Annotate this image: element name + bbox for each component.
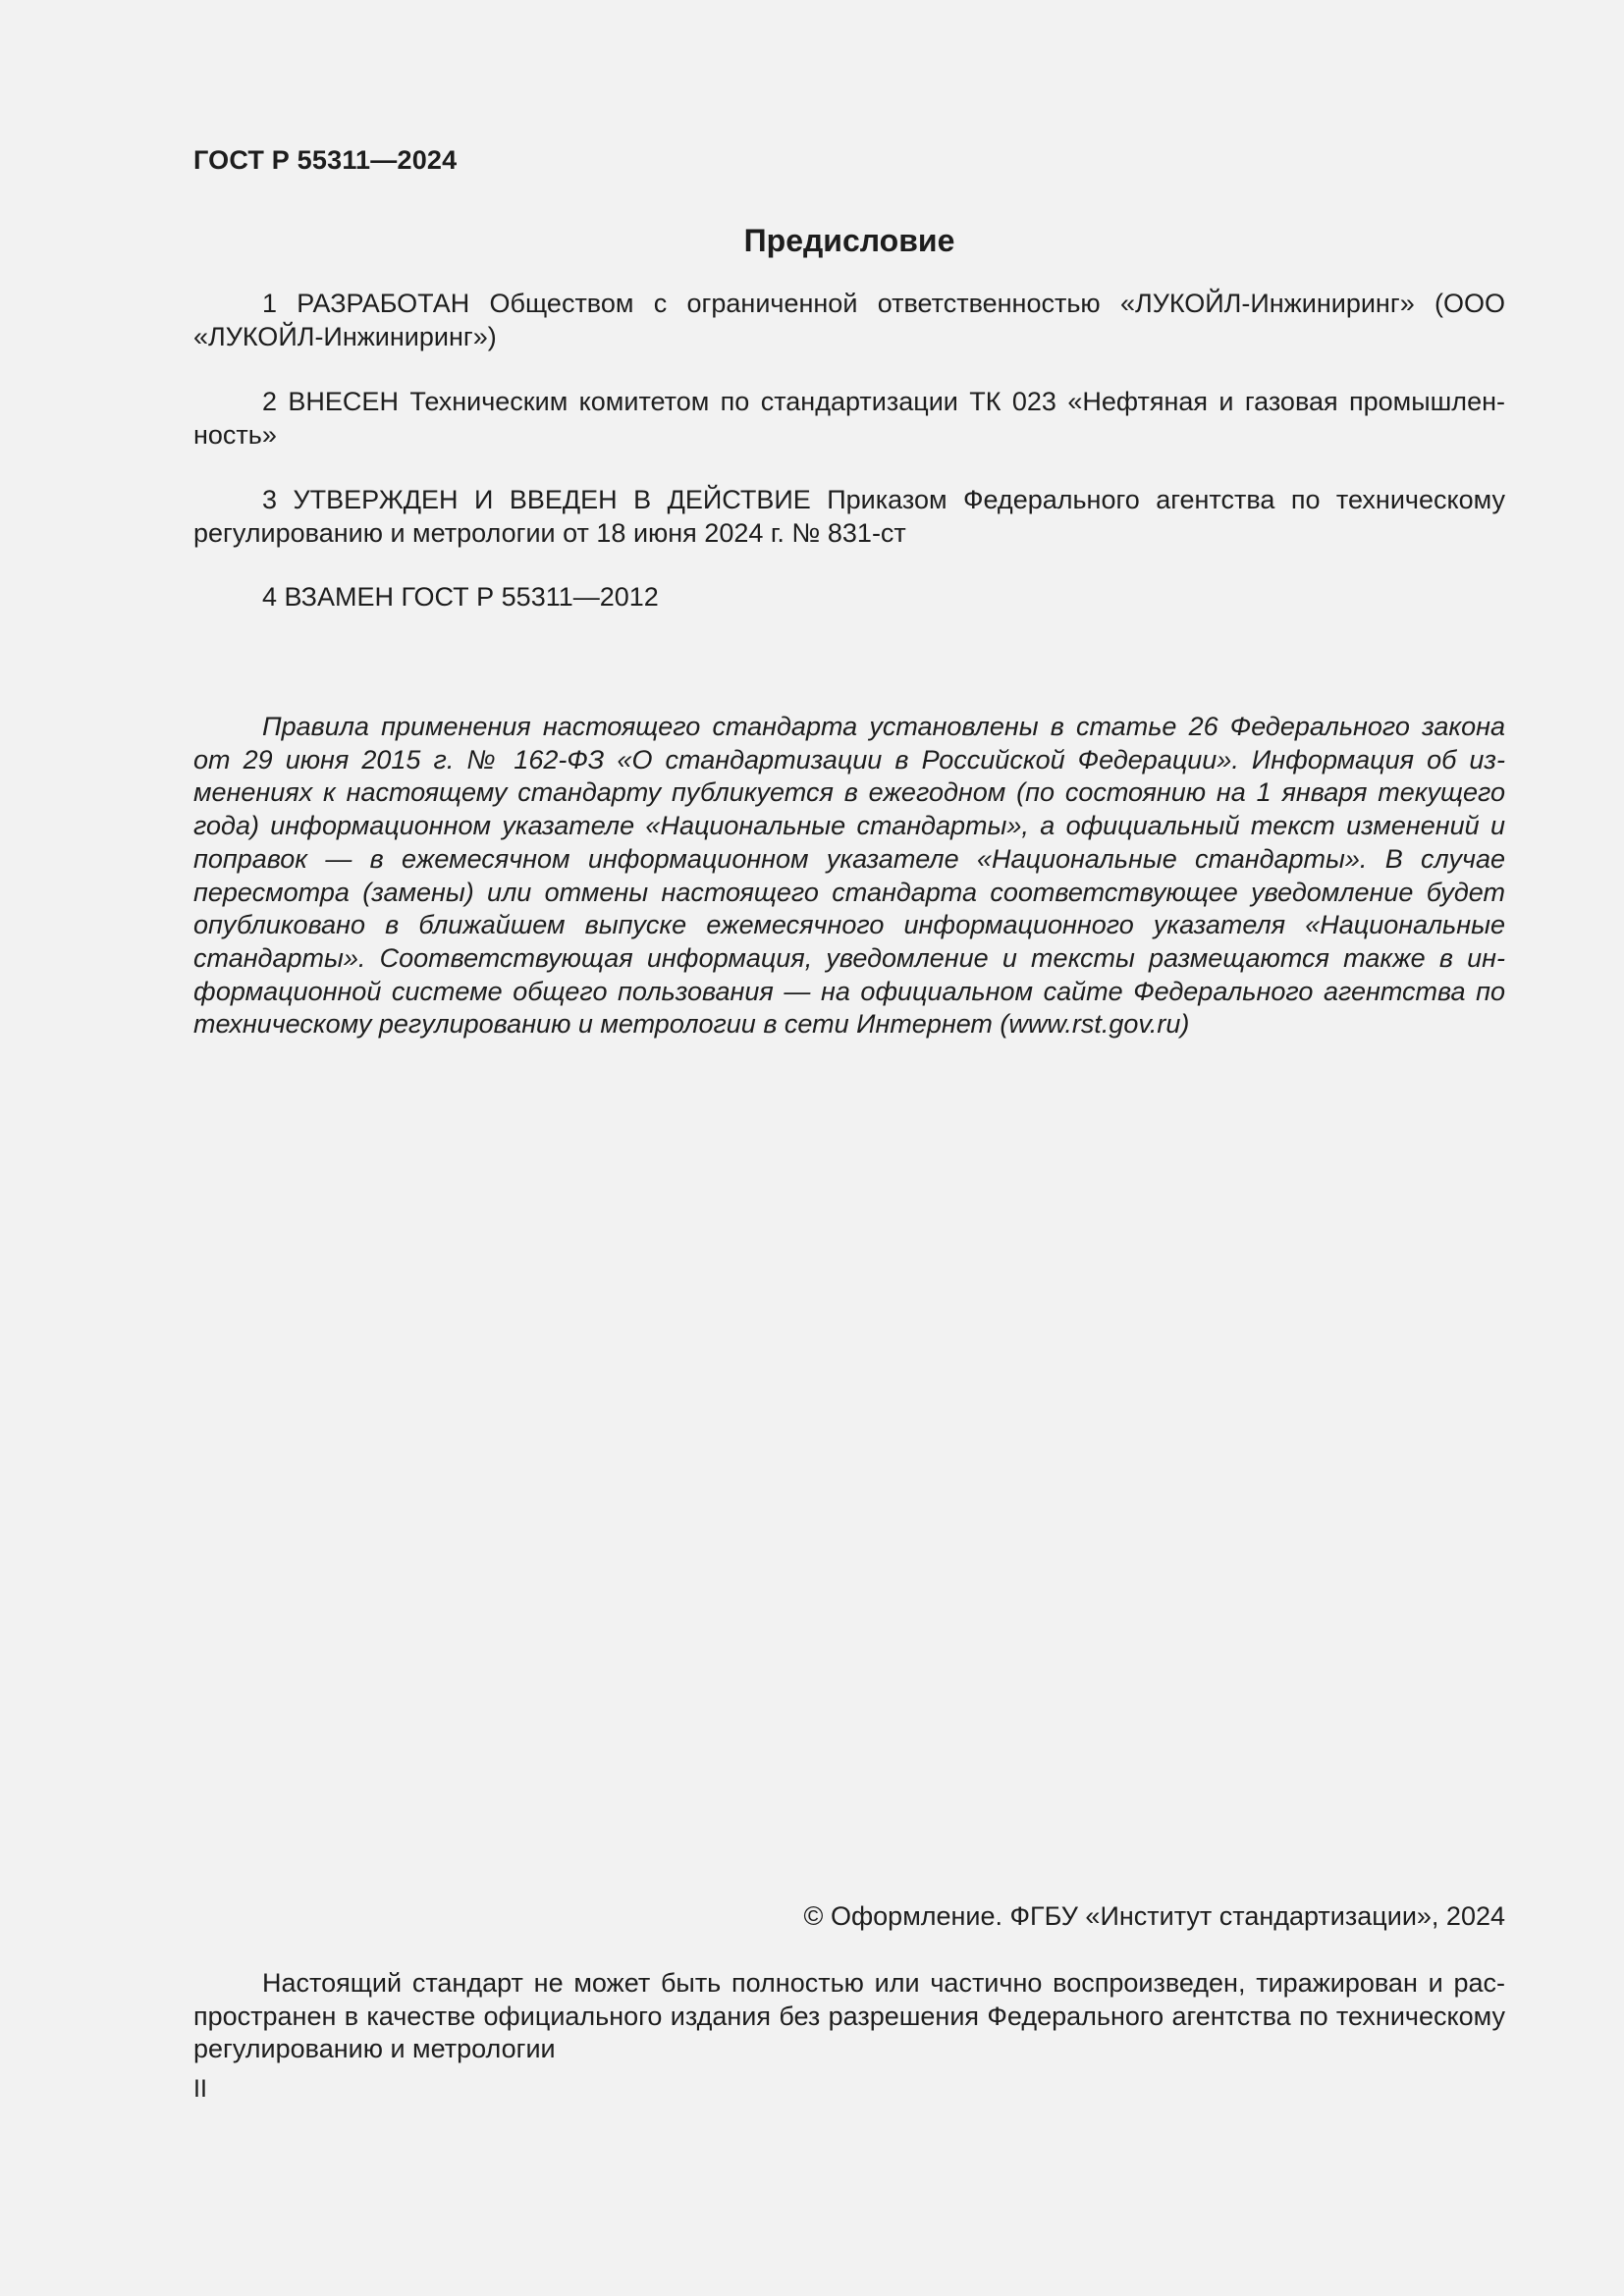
application-rules-paragraph: Правила применения настоящего стандарта установлены в статье 26 Федерального закона от 29 июня 2015 г. № 162-ФЗ «О стандартизации в Российской Федерации». Информация об изменениях к настоящему стандарту публикуется в ежегодном (по состоянию на 1 января текущего года) информационном указателе «Национальные стандарты», а официальный текст изменений и поправок — в ежемесячном информационном указателе «Национальные стандарты». В случае пересмотра (замены) или отмены настоящего стандарта соответствующее уведомление будет опубликовано в ближайшем выпуске ежемесячного информационного указателя «Национальные стандарты». Соответствующая информация, уведомление и тексты размещаются также в информационной системе общего пользования — на официальном сайте Федерального агентства по техническому регулированию и метрологии в сети Интернет (www.rst.gov.ru) xyxy=(193,712,1505,1040)
preface-title: Предисловие xyxy=(743,223,955,258)
page-number: II xyxy=(193,2075,207,2103)
preface-item-4: 4 ВЗАМЕН ГОСТ Р 55311—2012 xyxy=(262,582,659,612)
preface-item-1: 1 РАЗРАБОТАН Обществом с ограниченной ответственностью «ЛУКОЙЛ-Инжиниринг» (ООО «ЛУКОЙЛ-Инжиниринг») xyxy=(193,289,1505,351)
preface-item-3: 3 УТВЕРЖДЕН И ВВЕДЕН В ДЕЙСТВИЕ Приказом Федерального агентства по техническому регулированию и метрологии от 18 июня 2024 г. № 831-ст xyxy=(193,485,1505,548)
copyright-notice: © Оформление. ФГБУ «Институт стандартизации», 2024 xyxy=(803,1901,1505,1931)
preface-item-2: 2 ВНЕСЕН Техническим комитетом по стандартизации ТК 023 «Нефтяная и газовая промышленность» xyxy=(193,387,1505,450)
reproduction-notice: Настоящий стандарт не может быть полностью или частично воспроизведен, тиражирован и распространен в качестве официального издания без разрешения Федерального агентства по техническому регулированию и метрологии xyxy=(193,1968,1505,2063)
standard-code: ГОСТ Р 55311—2024 xyxy=(193,145,458,175)
